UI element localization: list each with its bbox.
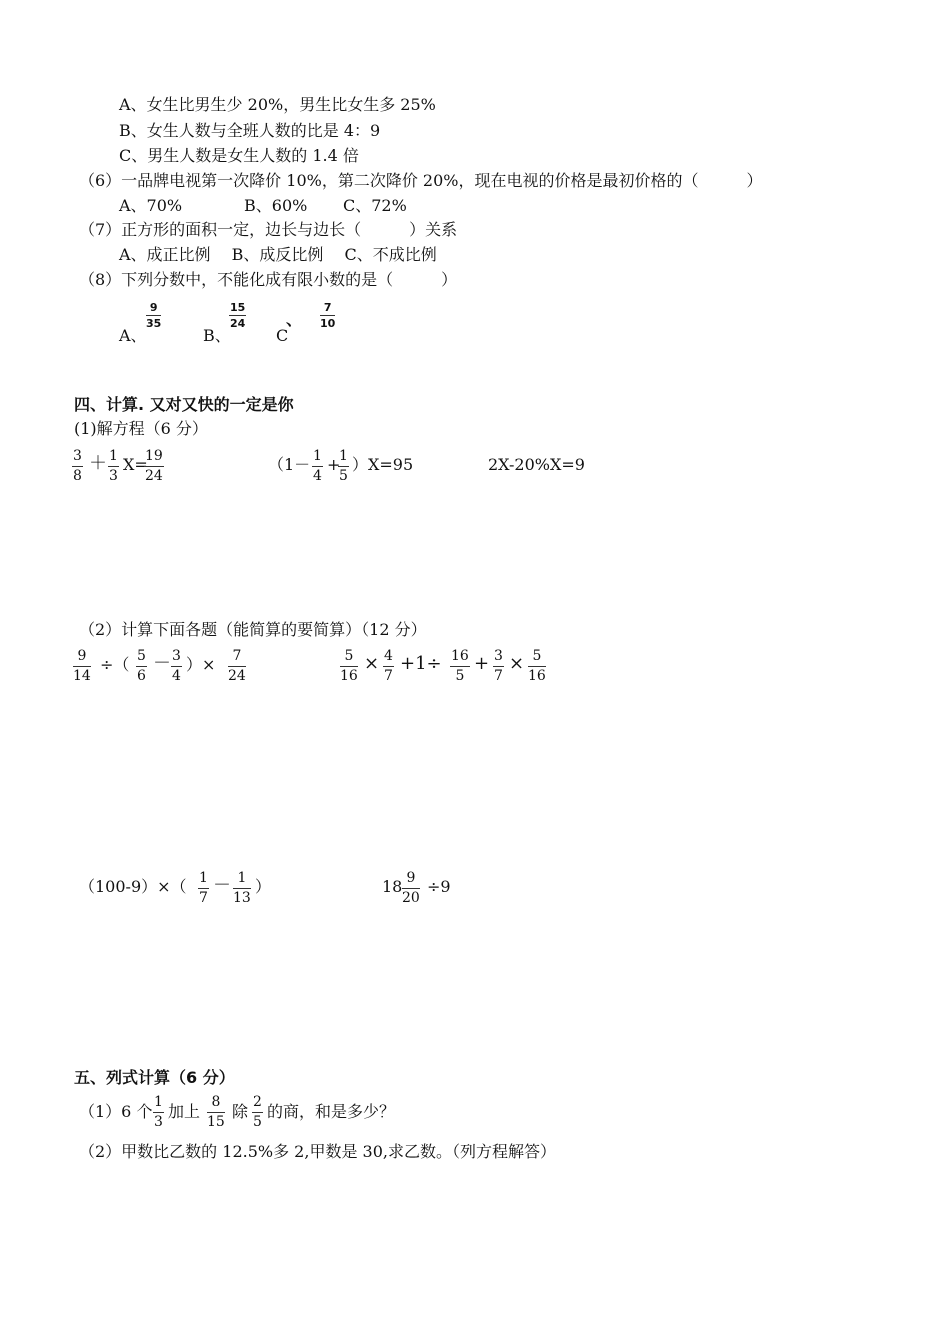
fraction-denominator: 3 (109, 468, 118, 484)
eq1-plus: ＋ (89, 453, 107, 474)
calc3-head: （100-9）×（ (79, 877, 187, 896)
fraction-numerator: 1 (198, 870, 209, 889)
calc3-close: ） (255, 877, 272, 896)
fraction-denominator: 35 (146, 317, 162, 330)
fraction-denominator: 15 (207, 1114, 225, 1130)
calc1-close-times: ）× (186, 655, 216, 674)
q5-option-b: B、女生人数与全班人数的比是 4：9 (119, 121, 381, 140)
q8-option-c-label: C (276, 326, 289, 345)
fraction-denominator: 20 (402, 890, 420, 906)
q7-options: A、成正比例 B、成反比例 C、不成比例 (119, 245, 437, 264)
eq1-tail: X= (123, 455, 148, 474)
section-5-title: 五、列式计算（6 分） (74, 1068, 235, 1087)
calc3-fraction-1 (198, 870, 209, 907)
fraction-denominator: 16 (528, 668, 546, 684)
calc2-plus: + (474, 653, 490, 674)
calc2-mid: +1÷ (400, 653, 442, 674)
fraction-denominator: 4 (172, 668, 181, 684)
calc2-times-2: × (509, 653, 525, 674)
sec5-q1-part-b: 加上 (168, 1102, 201, 1121)
fraction-numerator: 5 (340, 648, 358, 667)
sec5-q2: （2）甲数比乙数的 12.5%多 2,甲数是 30,求乙数。（列方程解答） (79, 1142, 556, 1161)
q5-option-c: C、男生人数是女生人数的 1.4 倍 (119, 146, 359, 165)
sec5-q1-fraction-1 (153, 1094, 164, 1131)
fraction-denominator: 4 (313, 468, 322, 484)
fraction-denominator: 24 (228, 668, 246, 684)
sec5-q1-part-d: 的商，和是多少？ (267, 1102, 396, 1121)
eq2-plus: + (327, 455, 341, 474)
q6-option-a: A、70% (119, 196, 183, 215)
q8-stem: （8）下列分数中，不能化成有限小数的是（ ） (79, 270, 458, 289)
fraction-numerator: 9 (73, 648, 91, 667)
eq3: 2X-20%X=9 (488, 455, 585, 474)
fraction-numerator: 1 (233, 870, 251, 889)
eq2-fraction-1 (312, 448, 323, 485)
fraction-numerator: 5 (528, 648, 546, 667)
fraction-numerator: 1 (108, 448, 119, 467)
section-4-title: 四、计算. 又对又快的一定是你 (74, 395, 294, 414)
fraction-denominator: 16 (340, 668, 358, 684)
fraction-denominator: 8 (73, 468, 82, 484)
calc4-fraction-1 (402, 870, 420, 907)
calc1-fraction-4 (228, 648, 246, 685)
fraction-denominator: 5 (339, 468, 348, 484)
fraction-numerator: 8 (207, 1094, 225, 1113)
q8-option-c-separator: 、 (286, 310, 303, 329)
fraction-denominator: 13 (233, 890, 251, 906)
calc1-divide-open: ÷（ (100, 655, 130, 674)
q6-option-b: B、60% (244, 196, 308, 215)
fraction-denominator: 7 (199, 890, 208, 906)
calc2-times-1: × (364, 653, 380, 674)
q6-option-c: C、72% (343, 196, 407, 215)
section-4-part-1: (1)解方程（6 分） (74, 419, 208, 438)
fraction-numerator: 7 (228, 648, 246, 667)
q8-fraction-a (146, 301, 161, 330)
fraction-numerator: 16 (450, 648, 470, 667)
fraction-numerator: 19 (144, 448, 164, 467)
fraction-numerator: 4 (383, 648, 394, 667)
calc2-fraction-1 (340, 648, 358, 685)
fraction-numerator: 1 (312, 448, 323, 467)
calc2-fraction-2 (383, 648, 394, 685)
fraction-denominator: 24 (145, 468, 163, 484)
sec5-q1-fraction-2 (207, 1094, 225, 1131)
q7-stem: （7）正方形的面积一定，边长与边长（ ）关系 (79, 220, 458, 239)
fraction-numerator: 2 (252, 1094, 263, 1113)
calc1-fraction-1 (73, 648, 91, 685)
fraction-numerator: 9 (402, 870, 420, 889)
fraction-denominator: 14 (73, 668, 91, 684)
eq2-tail: ）X=95 (352, 455, 414, 474)
fraction-numerator: 15 (230, 301, 246, 314)
q8-option-a-label: A、 (119, 326, 147, 345)
sec5-q1-fraction-3 (252, 1094, 263, 1131)
calc4-tail: ÷9 (427, 877, 451, 896)
calc1-minus: － (153, 653, 171, 674)
fraction-numerator: 7 (320, 301, 335, 316)
fraction-denominator: 7 (384, 668, 393, 684)
q6-stem: （6）一品牌电视第一次降价 10%，第二次降价 20%，现在电视的价格是最初价格的（ ） (79, 171, 763, 190)
eq2-open: （1－ (268, 455, 311, 474)
fraction-denominator: 5 (253, 1114, 262, 1130)
fraction-numerator: 3 (493, 648, 504, 667)
calc1-fraction-3 (171, 648, 182, 685)
calc2-fraction-5 (528, 648, 546, 685)
fraction-numerator: 9 (146, 301, 161, 316)
calc3-minus: － (213, 875, 231, 896)
eq1-fraction-2 (108, 448, 119, 485)
eq2-fraction-2 (338, 448, 349, 485)
fraction-numerator: 1 (153, 1094, 164, 1113)
fraction-denominator: 10 (320, 317, 336, 330)
eq1-fraction-3 (144, 448, 164, 485)
calc3-fraction-2 (233, 870, 251, 907)
fraction-numerator: 1 (338, 448, 349, 467)
fraction-numerator: 3 (72, 448, 83, 467)
section-4-part-2: （2）计算下面各题（能简算的要简算）（12 分） (79, 620, 427, 639)
fraction-denominator: 3 (154, 1114, 163, 1130)
calc2-fraction-3 (450, 648, 470, 685)
calc2-fraction-4 (493, 648, 504, 685)
sec5-q1-part-a: （1）6 个 (79, 1102, 153, 1121)
fraction-denominator: 7 (494, 668, 503, 684)
sec5-q1-part-c: 除 (232, 1102, 249, 1121)
fraction-denominator: 5 (455, 668, 465, 684)
fraction-numerator: 5 (136, 648, 147, 667)
fraction-denominator: 24 (230, 317, 246, 330)
eq1-fraction-1 (72, 448, 83, 485)
calc1-fraction-2 (136, 648, 147, 685)
q8-option-b-label: B、 (203, 326, 231, 345)
q8-fraction-b (229, 301, 246, 330)
q8-fraction-c (320, 301, 335, 330)
fraction-numerator: 3 (171, 648, 182, 667)
calc4-whole: 18 (382, 877, 403, 896)
q5-option-a: A、女生比男生少 20%，男生比女生多 25% (119, 95, 436, 114)
fraction-denominator: 6 (137, 668, 146, 684)
